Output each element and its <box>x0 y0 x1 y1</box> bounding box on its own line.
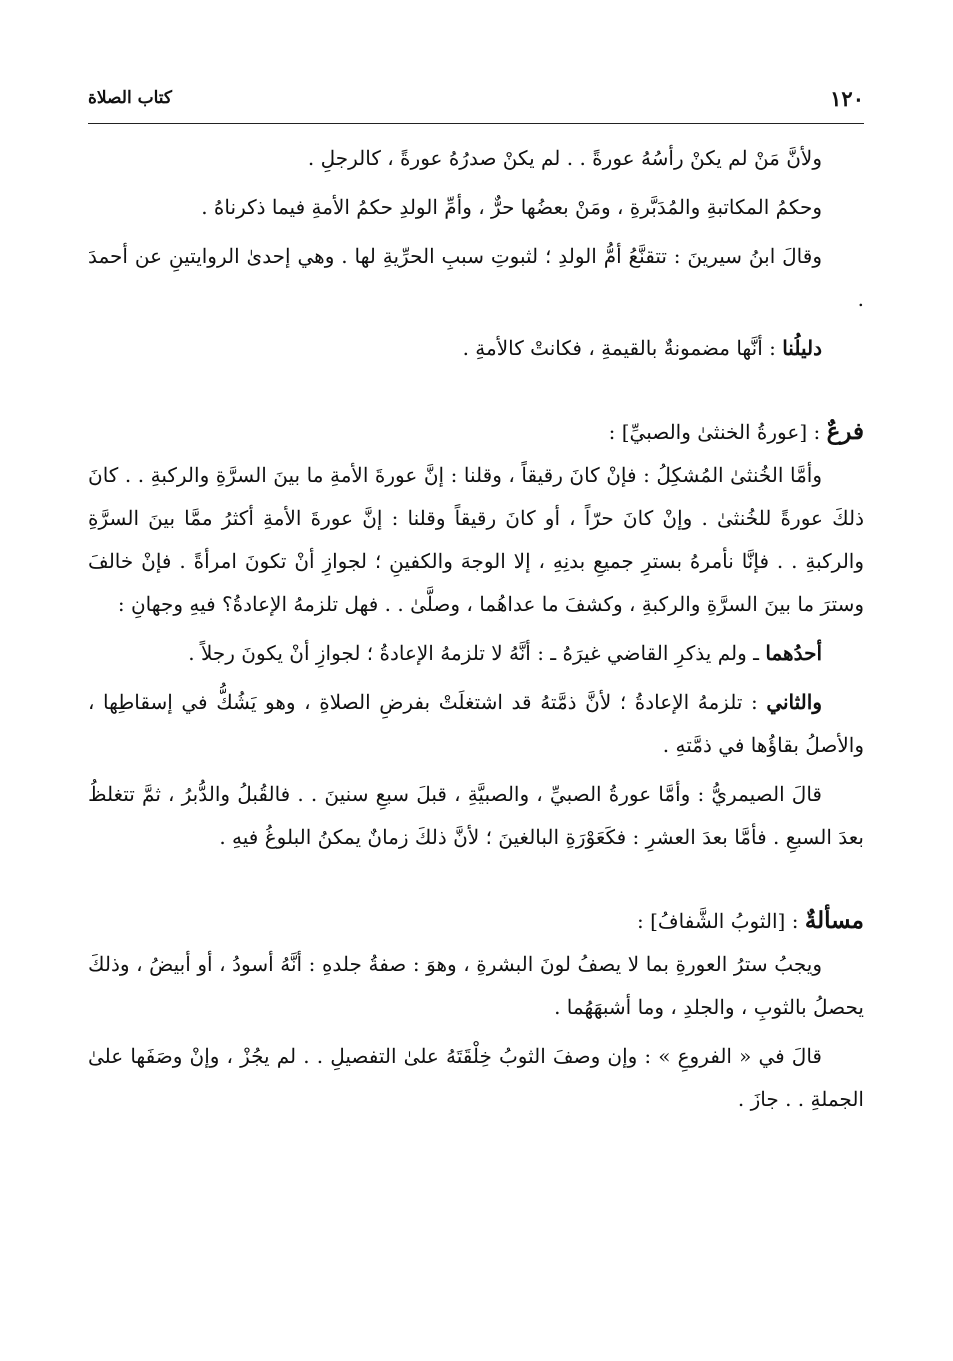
section-title: : [الثوبُ الشَّفافُ] : <box>637 909 805 933</box>
paragraph: قالَ الصيمريُّ : وأمَّا عورةُ الصبيِّ ، والصبيَّةِ ، قبلَ سبعِ سنينَ . . فالقُبلُ والدُّبرُ ، ثمَّ تتغلظُ بعدَ السبعِ . فأمَّا بعدَ العشرِ : فكَعَوْرَةِ البالغينَ ؛ لأنَّ ذلكَ زمانٌ يمكنُ البلوغُ فيهِ . <box>88 782 864 849</box>
paragraph: وقالَ ابنُ سيرينَ : تتقنَّعُ أمُّ الولدِ ؛ لثبوتِ سببِ الحرِّيةِ لها . وهي إحدىٰ الروايتينِ عن أحمدَ . <box>88 244 864 311</box>
paragraph-text: ـ ولم يذكرِ القاضي غيرَهُ ـ : أنَّهُ لا تلزمهُ الإعادةُ ؛ لجوازِ أنْ يكونَ رجلاً . <box>188 641 766 665</box>
paragraph <box>88 632 864 675</box>
paragraph: وحكمُ المكاتبةِ والمُدَبَّرةِ ، ومَنْ بعضُها حرٌّ ، وأمِّ الولدِ حكمُ الأمةِ فيما ذكرناهُ . <box>201 195 822 219</box>
paragraph: ولأنَّ مَنْ لم يكنْ رأسُهُ عورةً . . لم يكنْ صدرُهُ عورةً ، كالرجلِ . <box>307 146 822 170</box>
paragraph-text: : أنَّها مضمونةٌ بالقيمةِ ، فكانتْ كالأمةِ . <box>462 336 783 360</box>
paragraph: ويجبُ سترُ العورةِ بما لا يصفُ لونَ البشرةِ ، وهوَ : صفةُ جلدهِ : أنَّهُ أسودُ ، أو أبيضُ ، وذلكَ يحصلُ بالثوبِ ، والجلدِ ، وما أشبهَهُما . <box>88 952 864 1019</box>
running-title: كتاب الصلاة <box>88 88 173 108</box>
section-label: فرعٌ <box>826 418 864 445</box>
header-rule <box>88 123 864 124</box>
section-heading <box>88 410 864 454</box>
paragraph <box>88 327 864 370</box>
paragraph: وأمَّا الخُنثىٰ المُشكِلُ : فإنْ كانَ رقيقاً ، وقلنا : إنَّ عورةَ الأمةِ ما بينَ السرَّةِ والركبةِ . . كانَ ذلكَ عورةً للخُنثىٰ . وإنْ كانَ حرّاً ، أو كانَ رقيقاً وقلنا : إنَّ عورةَ الأمةِ أكثرُ ممَّا بينَ السرَّةِ والركبةِ . . فإنَّا نأمرهُ بسترِ جميعِ بدنِهِ ، إلا الوجهَ والكفينِ ؛ لجوازِ أنْ تكونَ امرأةً . فإنْ خالفَ وسترَ ما بينَ السرَّةِ والركبةِ ، وكشفَ ما عداهُما ، وصلَّىٰ . . فهل تلزمهُ الإعادةُ؟ فيهِ وجهانِ : <box>88 463 864 616</box>
section-heading <box>88 899 864 943</box>
section-title: : [عورةُ الخنثىٰ والصبيِّ] : <box>608 420 827 444</box>
paragraph: قالَ في « الفروعِ » : وإن وصفَ الثوبُ خِلْقَتَهُ علىٰ التفصيلِ . . لم يجُزْ ، وإنْ وصَفَها علىٰ الجملةِ . . جازَ . <box>88 1044 864 1111</box>
evidence-label: دليلُنا <box>782 336 822 360</box>
opinion-label: والثاني <box>766 690 822 714</box>
section-label: مسألةٌ <box>804 907 864 934</box>
main-text <box>88 137 864 1121</box>
paragraph-text: : تلزمهُ الإعادةُ ؛ لأنَّ ذمَّتهُ قد اشتغلَتْ بفرضِ الصلاةِ ، وهو يَشُكُّ في إسقاطِها ، والأصلُ بقاؤُها في ذمَّتهِ . <box>88 690 864 757</box>
opinion-label: أحدُهما <box>765 641 822 665</box>
paragraph <box>88 681 864 767</box>
running-header <box>88 86 864 120</box>
page-number: ١٢٠ <box>830 86 864 111</box>
